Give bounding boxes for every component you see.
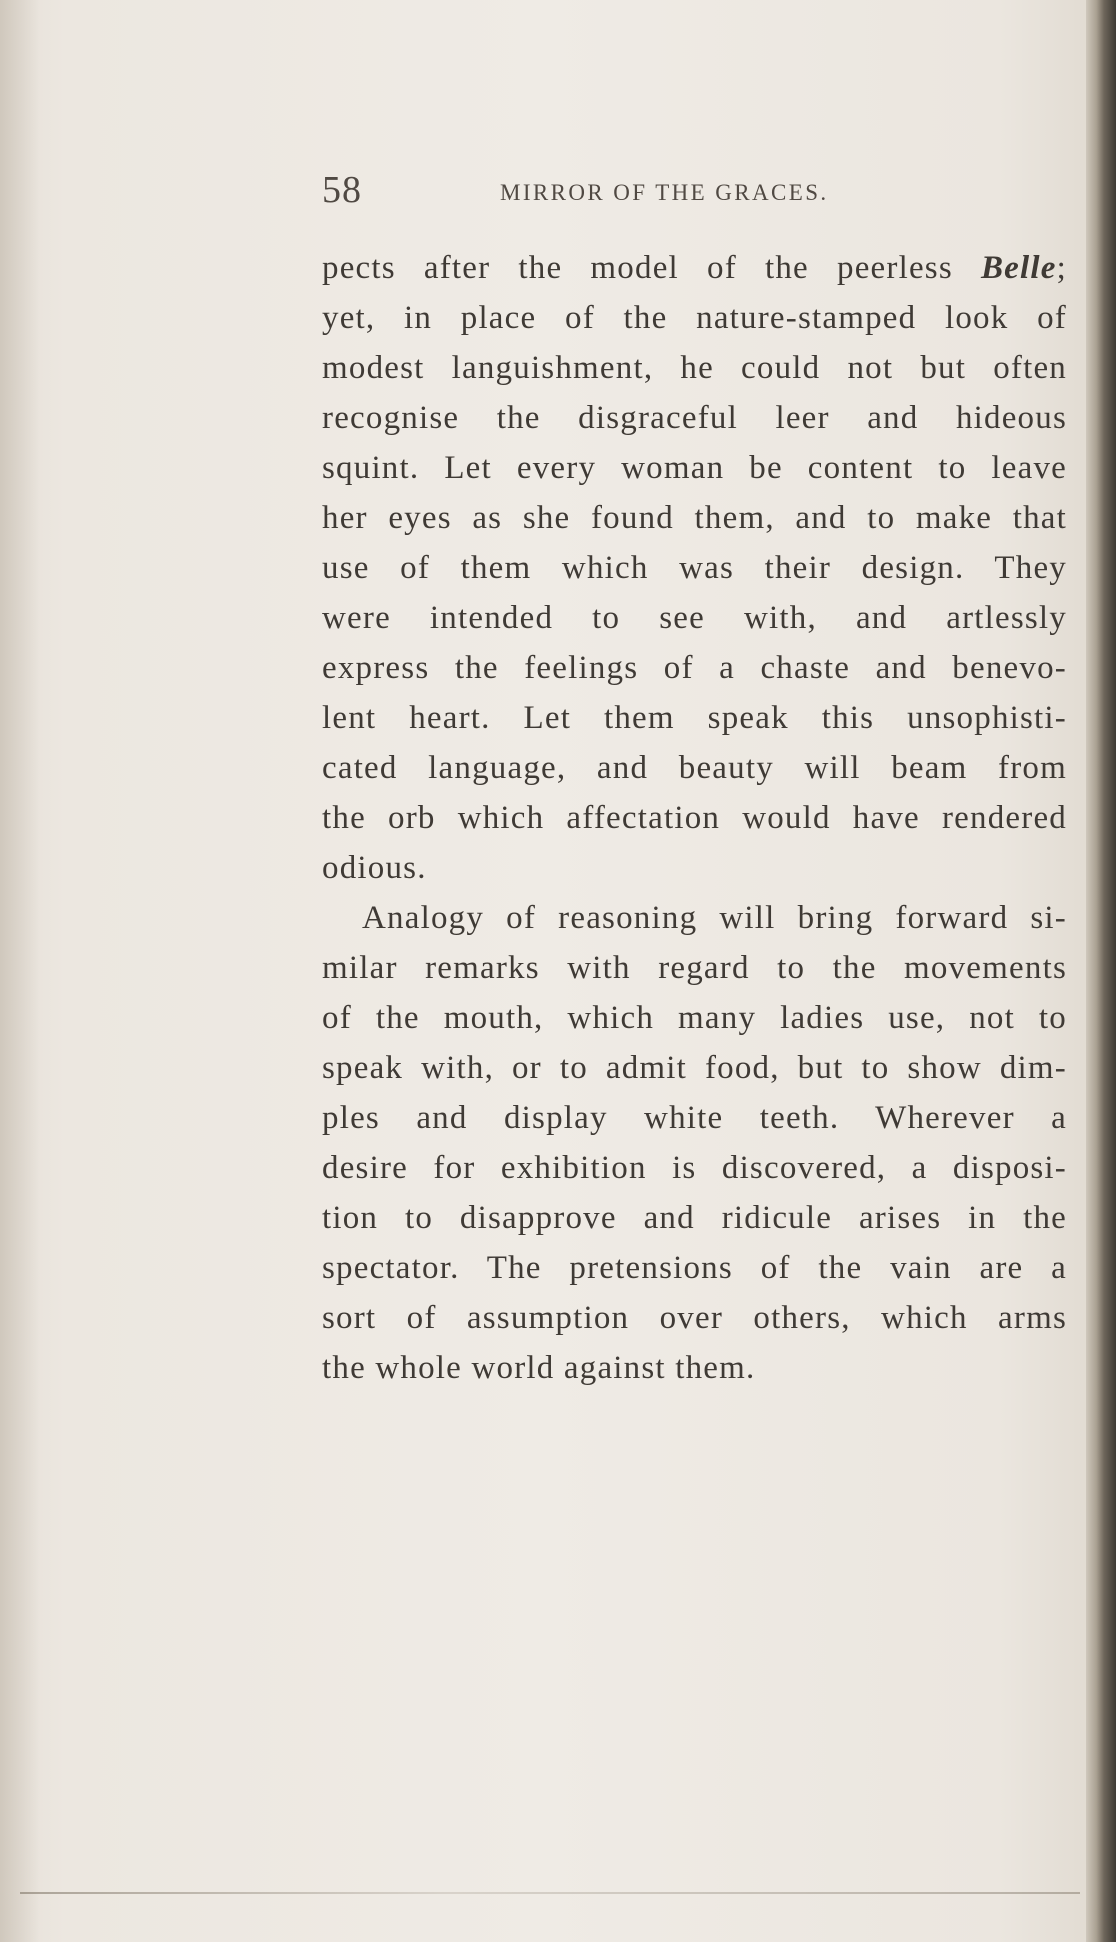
text-line: speak with, or to admit food, but to show dim- bbox=[322, 1050, 1067, 1086]
text-line: spectator. The pretensions of the vain are a bbox=[322, 1250, 1067, 1286]
page-bottom-edge bbox=[20, 1892, 1080, 1894]
text-line: desire for exhibition is discovered, a disposi- bbox=[322, 1150, 1067, 1186]
text-line: yet, in place of the nature-stamped look of bbox=[322, 300, 1067, 336]
text-line: ples and display white teeth. Wherever a bbox=[322, 1100, 1067, 1136]
text-line: pects after the model of the peerless Belle; bbox=[322, 250, 1067, 286]
text-line: of the mouth, which many ladies use, not to bbox=[322, 1000, 1067, 1036]
text-line: cated language, and beauty will beam from bbox=[322, 750, 1067, 786]
text-line: her eyes as she found them, and to make that bbox=[322, 500, 1067, 536]
text-line: odious. bbox=[322, 850, 427, 886]
text-line: squint. Let every woman be content to leave bbox=[322, 450, 1067, 486]
page-number: 58 bbox=[322, 169, 362, 211]
running-title: MIRROR OF THE GRACES. bbox=[500, 180, 829, 205]
emphasis-belle: Belle bbox=[980, 250, 1057, 286]
page-fore-edge bbox=[1086, 0, 1116, 1942]
text-line: use of them which was their design. They bbox=[322, 550, 1067, 586]
text-line: modest languishment, he could not but often bbox=[322, 350, 1067, 386]
text-line: were intended to see with, and artlessly bbox=[322, 600, 1067, 636]
running-head bbox=[322, 168, 882, 218]
text-line: tion to disapprove and ridicule arises in the bbox=[322, 1200, 1067, 1236]
body-text bbox=[322, 243, 1067, 1393]
text-line: the whole world against them. bbox=[322, 1350, 756, 1386]
text-line: recognise the disgraceful leer and hideous bbox=[322, 400, 1067, 436]
text-line: the orb which affectation would have rendered bbox=[322, 800, 1067, 836]
text-line: Analogy of reasoning will bring forward si- bbox=[362, 900, 1067, 936]
text-line: milar remarks with regard to the movements bbox=[322, 950, 1067, 986]
text-line: lent heart. Let them speak this unsophisti- bbox=[322, 700, 1067, 736]
spine-shadow bbox=[0, 0, 40, 1942]
text-line: sort of assumption over others, which arms bbox=[322, 1300, 1067, 1336]
text-line: express the feelings of a chaste and benevo- bbox=[322, 650, 1067, 686]
